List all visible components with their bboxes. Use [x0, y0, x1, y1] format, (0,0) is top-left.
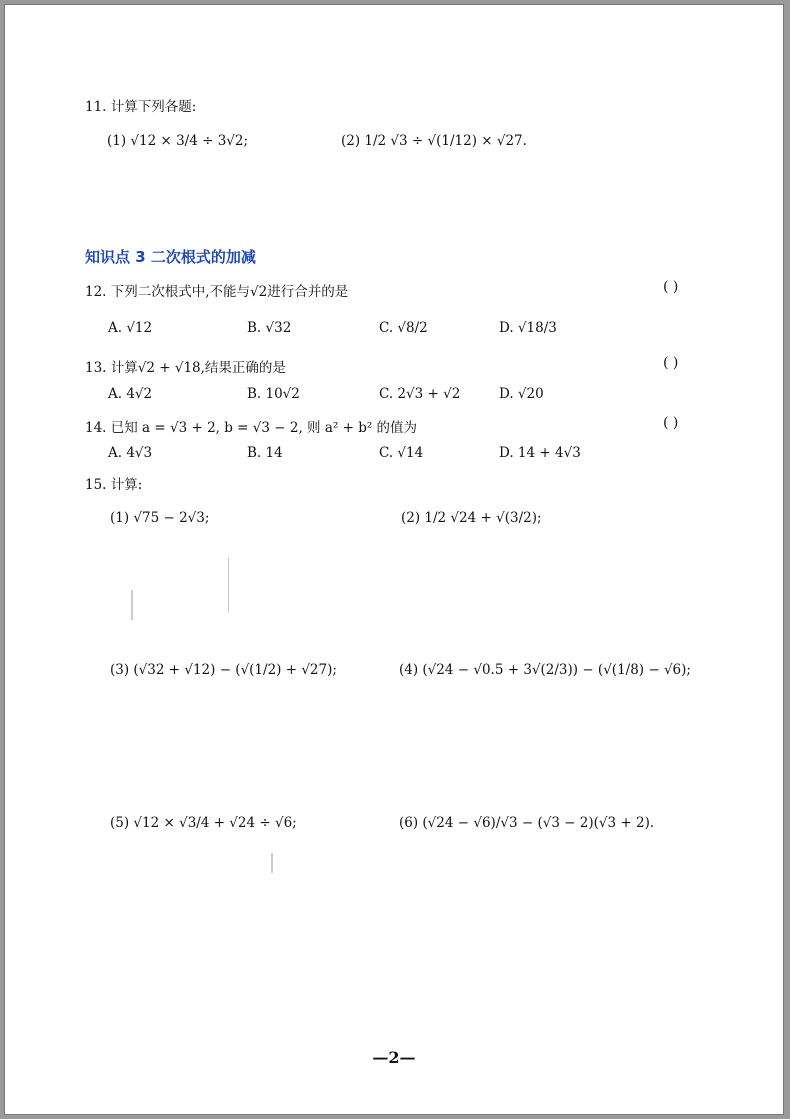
question-13-option-a: A. 4√2 [108, 386, 153, 402]
answer-blank-12: ( ) [663, 279, 679, 295]
answer-blank-14: ( ) [663, 415, 679, 431]
scan-artifact [131, 590, 133, 620]
question-15-part-1: (1) √75 − 2√3; [110, 510, 210, 526]
question-14-option-c: C. √14 [379, 445, 424, 461]
page-number: —2— [372, 1048, 416, 1067]
question-15-part-2: (2) 1/2 √24 + √(3/2); [401, 510, 542, 526]
question-11-part-2: (2) 1/2 √3 ÷ √(1/12) × √27. [341, 133, 527, 149]
worksheet-page [4, 4, 784, 1115]
question-12-option-b: B. √32 [247, 320, 292, 336]
question-13-option-c: C. 2√3 + √2 [379, 386, 461, 402]
question-11-part-1: (1) √12 × 3/4 ÷ 3√2; [107, 133, 249, 149]
question-12-option-a: A. √12 [108, 320, 153, 336]
scan-artifact [228, 558, 229, 613]
question-14-stem: 14. 已知 a = √3 + 2, b = √3 − 2, 则 a² + b² 的值为 [85, 420, 418, 436]
question-14-option-a: A. 4√3 [108, 445, 153, 461]
section-heading: 知识点 3 二次根式的加减 [85, 248, 256, 266]
question-15-part-3: (3) (√32 + √12) − (√(1/2) + √27); [110, 662, 337, 678]
question-12-stem: 12. 下列二次根式中,不能与√2进行合并的是 [85, 284, 349, 300]
question-15-part-6: (6) (√24 − √6)/√3 − (√3 − 2)(√3 + 2). [399, 815, 655, 831]
question-14-option-d: D. 14 + 4√3 [499, 445, 581, 461]
question-15-title: 15. 计算: [85, 477, 143, 493]
question-11-title: 11. 计算下列各题: [85, 99, 197, 115]
question-13-option-d: D. √20 [499, 386, 544, 402]
scan-artifact [271, 853, 273, 873]
answer-blank-13: ( ) [663, 355, 679, 371]
question-12-option-c: C. √8/2 [379, 320, 428, 336]
question-15-part-4: (4) (√24 − √0.5 + 3√(2/3)) − (√(1/8) − √6); [399, 662, 691, 678]
question-14-option-b: B. 14 [247, 445, 283, 461]
question-15-part-5: (5) √12 × √3/4 + √24 ÷ √6; [110, 815, 297, 831]
question-13-option-b: B. 10√2 [247, 386, 300, 402]
question-13-stem: 13. 计算√2 + √18,结果正确的是 [85, 360, 286, 376]
question-12-option-d: D. √18/3 [499, 320, 557, 336]
